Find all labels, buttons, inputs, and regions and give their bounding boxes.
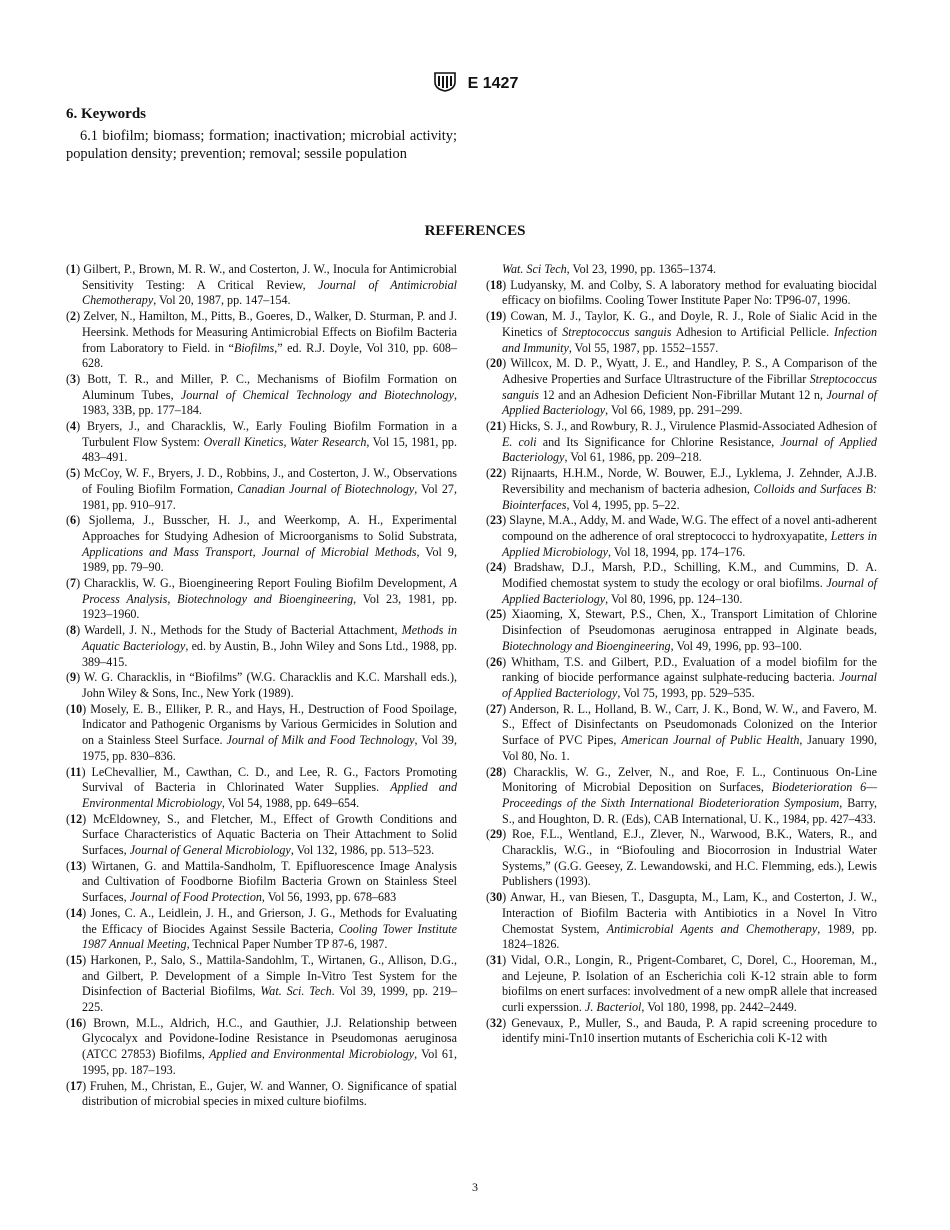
- reference-number: 23: [490, 513, 503, 528]
- reference-item: (2) Zelver, N., Hamilton, M., Pitts, B., Goeres, D., Walker, D. Sturman, P. and J. Heersink. Methods for Measuring Antimicrobial Effects on Biofilm Bacteria from Laboratory to Field. in “Biofilms,” ed. R.J. Doyle, Vol 310, pp. 608–628.: [66, 309, 457, 371]
- reference-number: 4: [70, 419, 77, 434]
- reference-number: 30: [490, 890, 503, 905]
- reference-number: 13: [70, 858, 83, 873]
- reference-item: (28) Characklis, W. G., Zelver, N., and Roe, F. L., Continuous On-Line Monitoring of Microbial Deposition on Surfaces, Biodeterioration 6—Proceedings of the Sixth International Biodeterioration Symposium, Barry, S., and Houghton, D. R. (Eds), CAB International, U. K., 1984, pp. 427–433.: [486, 764, 877, 826]
- keywords-heading: 6. Keywords: [66, 106, 146, 122]
- reference-number: 28: [490, 764, 503, 779]
- reference-item: (23) Slayne, M.A., Addy, M. and Wade, W.G. The effect of a novel anti-adherent compound on the adherence of oral streptococci to hydroxyapatite, Letters in Applied Microbiology, Vol 18, 1994, pp. 174–176.: [486, 513, 877, 559]
- reference-item: (17) Fruhen, M., Christan, E., Gujer, W. and Wanner, O. Significance of spatial distribution of microbial species in mixed culture biofilms.: [66, 1078, 457, 1109]
- reference-number: 10: [70, 701, 83, 716]
- reference-item: (22) Rijnaarts, H.H.M., Norde, W. Bouwer, E.J., Lyklema, J. Zehnder, A.J.B. Reversibility and mechanism of bacteria adhesion, Colloids and Surfaces B: Biointerfaces, Vol 4, 1995, pp. 5–22.: [486, 466, 877, 512]
- reference-number: 27: [490, 701, 503, 716]
- reference-item: (12) McEldowney, S., and Fletcher, M., Effect of Growth Conditions and Surface Characteristics of Aquatic Bacteria on Their Attachment to Solid Surfaces, Journal of General Microbiology, Vol 132, 1986, pp. 513–523.: [66, 811, 457, 858]
- reference-item: (18) Ludyansky, M. and Colby, S. A laboratory method for evaluating biocidal efficacy on biofilms. Cooling Tower Institute Paper No: TP96-07, 1996.: [486, 277, 877, 308]
- reference-continuation: Wat. Sci Tech, Vol 23, 1990, pp. 1365–1374.: [502, 262, 717, 276]
- reference-item: (21) Hicks, S. J., and Rowbury, R. J., Virulence Plasmid-Associated Adhesion of E. coli and Its Significance for Chlorine Resistance, Journal of Applied Bacteriology, Vol 61, 1986, pp. 209–218.: [486, 419, 877, 465]
- reference-number: 11: [70, 764, 82, 779]
- reference-number: 5: [70, 466, 77, 481]
- reference-item: (8) Wardell, J. N., Methods for the Study of Bacterial Attachment, Methods in Aquatic Bacteriology, ed. by Austin, B., John Wiley and Sons Ltd., 1988, pp. 389–415.: [66, 623, 457, 669]
- astm-logo-icon: [432, 70, 458, 97]
- reference-item: (3) Bott, T. R., and Miller, P. C., Mechanisms of Biofilm Formation on Aluminum Tubes, Journal of Chemical Technology and Biotechnology, 1983, 33B, pp. 177–184.: [66, 371, 457, 418]
- reference-number: 15: [70, 952, 83, 967]
- reference-item: (25) Xiaoming, X, Stewart, P.S., Chen, X., Transport Limitation of Chlorine Disinfection of Pseudomonas aeruginosa entrapped in Alginate beads, Biotechnology and Bioengineering, Vol 49, 1996, pp. 93–100.: [486, 607, 877, 653]
- reference-item: (16) Brown, M.L., Aldrich, H.C., and Gauthier, J.J. Relationship between Glycocalyx and Povidone-Iodine Resistance in Pseudomonas aeruginosa (ATCC 27853) Biofilms, Applied and Environmental Microbiology, Vol 61, 1995, pp. 187–193.: [66, 1015, 457, 1077]
- reference-number: 18: [490, 277, 503, 292]
- reference-number: 7: [70, 576, 77, 591]
- reference-item: (7) Characklis, W. G., Bioengineering Report Fouling Biofilm Development, A Process Analysis, Biotechnology and Bioengineering, Vol 23, 1981, pp. 1923–1960.: [66, 576, 457, 622]
- standard-number: E 1427: [467, 74, 519, 92]
- reference-item: (15) Harkonen, P., Salo, S., Mattila-Sandohlm, T., Wirtanen, G., Allison, D.G., and Gilbert, P. Development of a Simple In-Vitro Test System for the Disinfection of Bacterial Biofilms, Wat. Sci. Tech. Vol 39, 1999, pp. 219–225.: [66, 952, 458, 1015]
- keywords-text: 6.1 biofilm; biomass; formation; inactivation; microbial activity; population density; prevention; removal; sessile population: [66, 128, 457, 162]
- reference-item: (13) Wirtanen, G. and Mattila-Sandholm, T. Epifluorescence Image Analysis and Cultivation of Foodborne Biofilm Bacteria Grown on Stainless Steel Surfaces, Journal of Food Protection, Vol 56, 1993, pp. 678–683: [66, 858, 457, 905]
- page-number: 3: [472, 1180, 478, 1194]
- reference-number: 25: [490, 607, 503, 622]
- references-title: REFERENCES: [424, 223, 526, 239]
- keywords-section: [66, 106, 457, 163]
- reference-item: (24) Bradshaw, D.J., Marsh, P.D., Schilling, K.M., and Cummins, D. A. Modified chemostat system to study the ecology or oral biofilms. Journal of Applied Bacteriology, Vol 80, 1996, pp. 124–130.: [486, 560, 877, 606]
- reference-item: (19) Cowan, M. J., Taylor, K. G., and Doyle, R. J., Role of Sialic Acid in the Kinetics of Streptococcus sanguis Adhesion to Artificial Pellicle. Infection and Immunity, Vol 55, 1987, pp. 1552–1557.: [486, 309, 877, 355]
- reference-number: 26: [490, 654, 503, 669]
- reference-item: (26) Whitham, T.S. and Gilbert, P.D., Evaluation of a model biofilm for the ranking of biocide performance against sulphate-reducing bacteria. Journal of Applied Bacteriology, Vol 75, 1993, pp. 529–535.: [486, 654, 877, 700]
- reference-number: 12: [70, 811, 83, 826]
- reference-number: 32: [490, 1015, 503, 1030]
- reference-item: (27) Anderson, R. L., Holland, B. W., Carr, J. K., Bond, W. W., and Favero, M. S., Effect of Disinfectants on Pseudomonads Colonized on the Interior Surface of PVC Pipes, American Journal of Public Health, January 1990, Vol 80, No. 1.: [486, 701, 878, 763]
- reference-item: (29) Roe, F.L., Wentland, E.J., Zlever, N., Warwood, B.K., Waters, R., and Characklis, W.G., in “Biofouling and Biocorrosion in Industrial Water Systems,” (G.G. Geesey, Z. Lewandowski, and H.C. Flemming, eds.), Lewis Publishers (1993).: [486, 827, 877, 889]
- reference-number: 22: [490, 466, 503, 481]
- reference-number: 9: [70, 670, 77, 685]
- reference-number: 29: [490, 827, 503, 842]
- reference-item: (32) Genevaux, P., Muller, S., and Bauda, P. A rapid screening procedure to identify mini-Tn10 insertion mutants of Escherichia coli K-12 with: [486, 1015, 877, 1046]
- reference-item: (1) Gilbert, P., Brown, M. R. W., and Costerton, J. W., Inocula for Antimicrobial Sensitivity Testing: A Critical Review, Journal of Antimicrobial Chemotherapy, Vol 20, 1987, pp. 147–154.: [66, 262, 458, 308]
- reference-item: (14) Jones, C. A., Leidlein, J. H., and Grierson, J. G., Methods for Evaluating the Efficacy of Biocides Against Sessile Bacteria, Cooling Tower Institute 1987 Annual Meeting, Technical Paper Number TP 87-6, 1987.: [66, 905, 457, 952]
- reference-item: (9) W. G. Characklis, in “Biofilms” (W.G. Characklis and K.C. Marshall eds.), John Wiley & Sons, Inc., New York (1989).: [66, 670, 457, 700]
- reference-number: 19: [490, 309, 503, 324]
- reference-item: (10) Mosely, E. B., Elliker, P. R., and Hays, H., Destruction of Food Spoilage, Indicator and Pathogenic Organisms by Various Germicides in Solution and on a Stainless Steel Surface. Journal of Milk and Food Technology, Vol 39, 1975, pp. 830–836.: [66, 701, 458, 763]
- reference-number: 31: [490, 952, 503, 967]
- reference-item: (31) Vidal, O.R., Longin, R., Prigent-Combaret, C, Dorel, C., Hooreman, M., and Lejeune, P. Isolation of an Escherichia coli K-12 strain able to form biofilms on enert surfaces: involvedment of a new ompR allele that increased curli experssion. J. Bacteriol, Vol 180, 1998, pp. 2442–2449.: [486, 952, 877, 1015]
- page-header: [0, 70, 950, 97]
- reference-number: 8: [70, 623, 77, 638]
- reference-item: (30) Anwar, H., van Biesen, T., Dasgupta, M., Lam, K., and Costerton, J. W., Interaction of Biofilm Bacteria with Antibiotics in a Novel In Vitro Chemostat System, Antimicrobial Agents and Chemotherapy, 1989, pp. 1824–1826.: [486, 890, 877, 952]
- reference-number: 2: [70, 309, 77, 324]
- reference-number: 20: [490, 356, 503, 371]
- reference-number: 16: [70, 1015, 83, 1030]
- references-left-column: [66, 262, 457, 1110]
- reference-item: (20) Willcox, M. D. P., Wyatt, J. E., and Handley, P. S., A Comparison of the Adhesive Properties and Surface Ultrastructure of the Fibrillar Streptococcus sanguis 12 and an Adhesion Deficient Non-Fibrillar Mutant 12 n, Journal of Applied Bacteriology, Vol 66, 1989, pp. 291–299.: [486, 356, 877, 418]
- reference-number: 14: [70, 905, 83, 920]
- reference-item: (6) Sjollema, J., Busscher, H. J., and Weerkomp, A. H., Experimental Approaches for Studying Adhesion of Microorganisms to Solid Substrata, Applications and Mass Transport, Journal of Microbial Methods, Vol 9, 1989, pp. 79–90.: [66, 513, 457, 575]
- reference-item: (11) LeChevallier, M., Cawthan, C. D., and Lee, R. G., Factors Promoting Survival of Bacteria in Chlorinated Water Supplies. Applied and Environmental Microbiology, Vol 54, 1988, pp. 649–654.: [66, 764, 458, 810]
- reference-number: 6: [70, 513, 77, 528]
- reference-number: 21: [490, 419, 503, 434]
- reference-number: 17: [70, 1078, 83, 1093]
- reference-number: 3: [70, 371, 77, 386]
- reference-number: 1: [70, 262, 77, 276]
- references-right-column: [486, 262, 877, 1047]
- reference-number: 24: [490, 560, 503, 575]
- reference-item: (4) Bryers, J., and Characklis, W., Early Fouling Biofilm Formation in a Turbulent Flow System: Overall Kinetics, Water Research, Vol 15, 1981, pp. 483–491.: [66, 419, 457, 465]
- reference-item: (5) McCoy, W. F., Bryers, J. D., Robbins, J., and Costerton, J. W., Observations of Fouling Biofilm Formation, Canadian Journal of Biotechnology, Vol 27, 1981, pp. 910–917.: [66, 466, 457, 512]
